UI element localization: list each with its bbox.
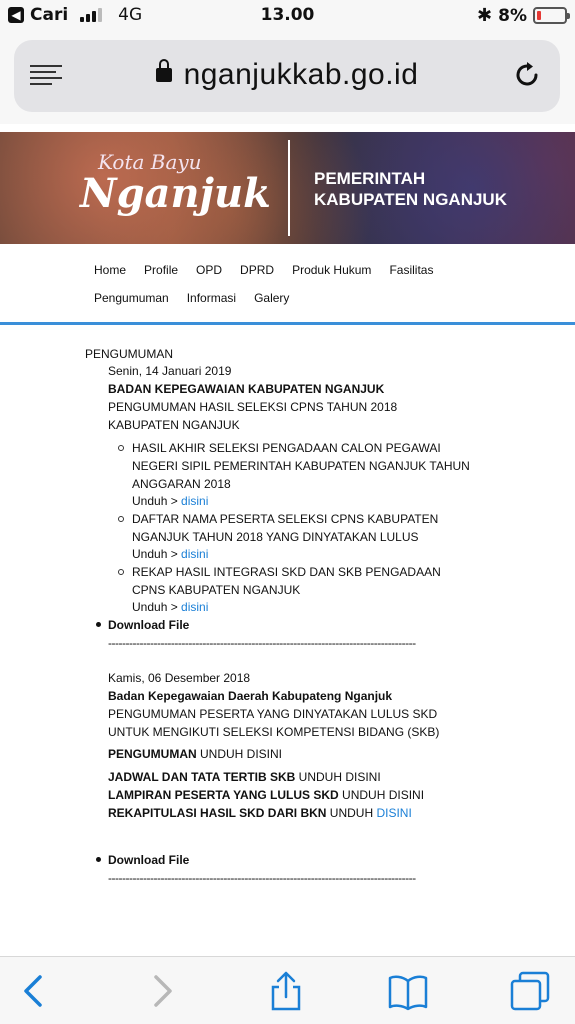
pengumuman-label: PENGUMUMAN (108, 747, 197, 761)
site-banner (0, 132, 575, 244)
post1-item3-download (132, 598, 482, 616)
rekap-unduh: UNDUH (326, 806, 377, 820)
banner-title-line2: KABUPATEN NGANJUK (314, 190, 507, 209)
post2-lampiran (108, 786, 498, 804)
post1-item2-link[interactable]: disini (181, 547, 209, 561)
logo-line1: Kota Bayu (98, 150, 202, 174)
post2-rekap (108, 804, 498, 822)
unduh-label: Unduh > (132, 600, 182, 614)
nav-divider (0, 322, 575, 325)
nav-informasi[interactable]: Informasi (186, 291, 237, 305)
lampiran-unduh[interactable]: UNDUH DISINI (338, 788, 425, 802)
list-bullet (118, 445, 124, 451)
nav-row-1 (94, 256, 494, 284)
address-bar[interactable] (14, 40, 560, 112)
url-text: nganjukkab.go.id (183, 58, 419, 91)
post2-separator: ---------------------------------------------------------------------------------------- (108, 871, 416, 885)
post1-download-file[interactable]: Download File (108, 618, 190, 632)
banner-title (314, 168, 507, 210)
nav-home[interactable]: Home (94, 263, 127, 277)
status-bar (0, 0, 575, 32)
banner-title-line1: PEMERINTAH (314, 169, 426, 188)
post1-item1-link[interactable]: disini (181, 494, 209, 508)
jadwal-label: JADWAL DAN TATA TERTIB SKB (108, 770, 296, 784)
nav-profile[interactable]: Profile (144, 263, 179, 277)
bluetooth-icon: ✱ (477, 5, 493, 26)
post1-item1-text: HASIL AKHIR SELEKSI PENGADAAN CALON PEGAWAI NEGERI SIPIL PEMERINTAH KABUPATEN NGANJUK TAHUN ANGGARAN 2018 (132, 441, 470, 491)
nav-produk-hukum[interactable]: Produk Hukum (292, 263, 372, 277)
post2-date: Kamis, 06 Desember 2018 (108, 671, 251, 685)
nav-opd[interactable]: OPD (196, 263, 223, 277)
post1-org: BADAN KEPEGAWAIAN KABUPATEN NGANJUK (108, 382, 385, 396)
unduh-label: Unduh > (132, 547, 182, 561)
nav-galery[interactable]: Galery (254, 291, 290, 305)
post2-jadwal (108, 768, 498, 786)
post1-item2-download (132, 545, 482, 563)
reload-icon[interactable] (512, 60, 542, 90)
list-bullet (96, 622, 101, 627)
post1-item3-link[interactable]: disini (181, 600, 209, 614)
list-bullet (118, 569, 124, 575)
bookmarks-icon[interactable] (388, 971, 428, 1011)
lampiran-label: LAMPIRAN PESERTA YANG LULUS SKD (108, 788, 339, 802)
pengumuman-unduh[interactable]: UNDUH DISINI (196, 747, 283, 761)
lock-icon (156, 68, 172, 82)
section-title: PENGUMUMAN (85, 347, 174, 361)
clock: 13.00 (260, 5, 315, 25)
post1-item1-download (132, 492, 482, 510)
tabs-icon[interactable] (510, 971, 550, 1011)
post2-download-file[interactable]: Download File (108, 853, 190, 867)
nav-pengumuman[interactable]: Pengumuman (94, 291, 169, 305)
post1-title: PENGUMUMAN HASIL SELEKSI CPNS TAHUN 2018 KABUPATEN NGANJUK (108, 400, 398, 432)
post2-title: PENGUMUMAN PESERTA YANG DINYATAKAN LULUS SKD UNTUK MENGIKUTI SELEKSI KOMPETENSI BIDANG (SKB) (108, 707, 440, 739)
post2-pengumuman (108, 745, 498, 763)
rekap-link[interactable]: DISINI (376, 806, 412, 820)
nav-fasilitas[interactable]: Fasilitas (389, 263, 434, 277)
browser-header (0, 32, 575, 124)
browser-toolbar (0, 956, 575, 1024)
jadwal-unduh[interactable]: UNDUH DISINI (295, 770, 381, 784)
site-logo[interactable] (80, 150, 271, 217)
post1-item3-text: REKAP HASIL INTEGRASI SKD DAN SKB PENGADAAN CPNS KABUPATEN NGANJUK (132, 565, 441, 597)
nav-row-2 (94, 284, 494, 312)
post1-date: Senin, 14 Januari 2019 (108, 364, 232, 378)
battery-percent: 8% (498, 5, 527, 26)
list-bullet (118, 516, 124, 522)
battery-icon (533, 7, 567, 24)
url-display[interactable] (14, 58, 560, 92)
share-icon[interactable] (266, 971, 306, 1011)
network-type: 4G (118, 5, 143, 25)
back-to-app-icon[interactable]: ◀ (8, 7, 24, 23)
back-app-label[interactable]: Cari (30, 5, 69, 25)
list-bullet (96, 857, 101, 862)
nav-dprd[interactable]: DPRD (240, 263, 275, 277)
back-icon[interactable] (14, 971, 54, 1011)
rekap-label: REKAPITULASI HASIL SKD DARI BKN (108, 806, 327, 820)
banner-divider (288, 140, 290, 236)
forward-icon[interactable] (142, 971, 182, 1011)
post1-separator: ---------------------------------------------------------------------------------------- (108, 636, 416, 650)
post1-item2-text: DAFTAR NAMA PESERTA SELEKSI CPNS KABUPATEN NGANJUK TAHUN 2018 YANG DINYATAKAN LULUS (132, 512, 439, 544)
unduh-label: Unduh > (132, 494, 182, 508)
post2-org: Badan Kepegawaian Daerah Kabupateng Nganjuk (108, 689, 393, 703)
logo-line2: Nganjuk (80, 170, 271, 217)
main-nav (94, 256, 494, 312)
